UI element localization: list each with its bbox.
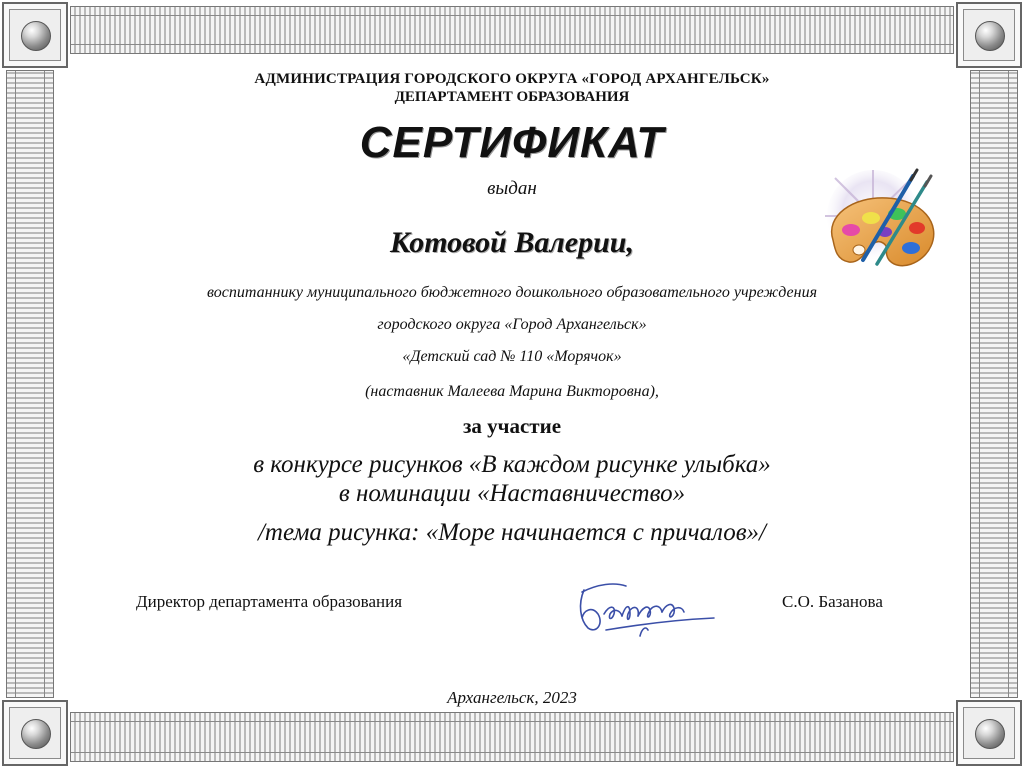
- signer-role: Директор департамента образования: [136, 592, 403, 611]
- certificate-title: СЕРТИФИКАТ: [359, 118, 665, 167]
- signature: [570, 574, 720, 638]
- info-line: воспитаннику муниципального бюджетного дошкольного образовательного учреждения: [206, 284, 818, 301]
- corner-top-right: [956, 2, 1022, 68]
- frame-top: [70, 6, 954, 54]
- info-line: «Детский сад № 110 «Морячок»: [402, 348, 622, 365]
- issued-label: выдан: [487, 178, 537, 199]
- theme-line: /тема рисунка: «Море начинается с причалов»/: [257, 519, 767, 546]
- nomination-line: в номинации «Наставничество»: [338, 480, 686, 507]
- frame-bottom: [70, 712, 954, 762]
- signer-name: С.О. Базанова: [782, 592, 883, 611]
- rivet-icon: [21, 719, 51, 749]
- rivet-icon: [21, 21, 51, 51]
- recipient-name: Котовой Валерии,: [390, 226, 634, 259]
- rivet-icon: [975, 719, 1005, 749]
- corner-bottom-left: [2, 700, 68, 766]
- participation-label: за участие: [462, 414, 562, 438]
- info-line: городского округа «Город Архангельск»: [377, 316, 647, 333]
- mentor-line: (наставник Малеева Марина Викторовна),: [365, 383, 659, 400]
- rivet-icon: [975, 21, 1005, 51]
- contest-line: в конкурсе рисунков «В каждом рисунке улыбка»: [253, 451, 771, 478]
- city-year: Архангельск, 2023: [447, 688, 577, 707]
- corner-bottom-right: [956, 700, 1022, 766]
- department-heading: ДЕПАРТАМЕНТ ОБРАЗОВАНИЯ: [394, 89, 630, 105]
- corner-top-left: [2, 2, 68, 68]
- administration-heading: АДМИНИСТРАЦИЯ ГОРОДСКОГО ОКРУГА «ГОРОД АРХАНГЕЛЬСК»: [254, 71, 770, 87]
